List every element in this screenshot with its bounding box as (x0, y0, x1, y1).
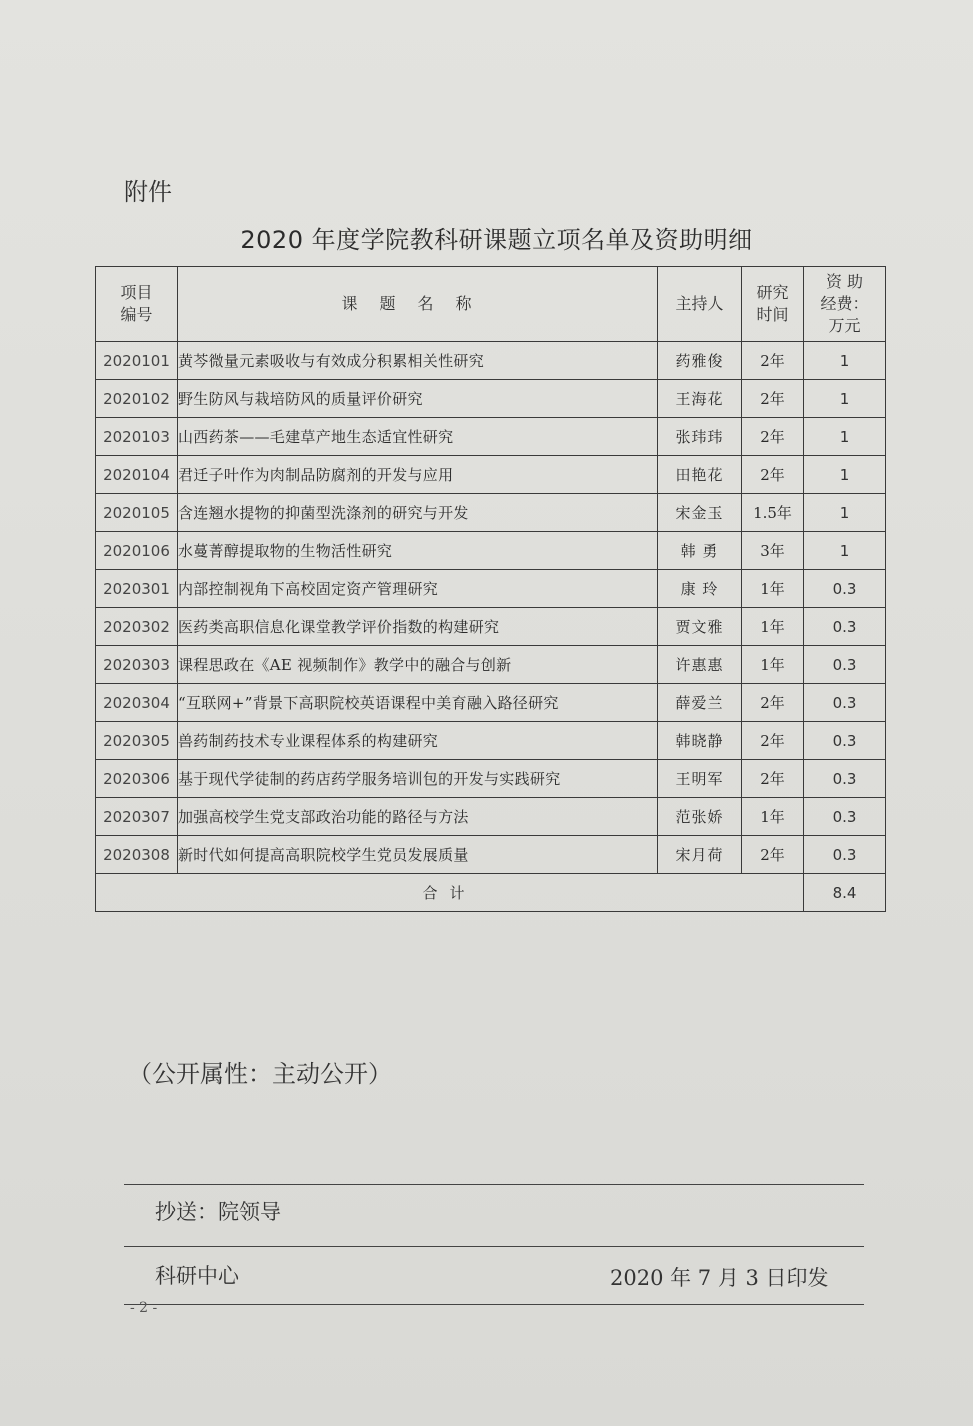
header-code-line: 项目 (120, 283, 153, 302)
project-funding: 0.3 (804, 722, 886, 760)
total-row (96, 874, 886, 912)
table-row (96, 684, 886, 722)
table-row (96, 456, 886, 494)
header-name (178, 267, 658, 342)
project-code: 2020101 (96, 342, 178, 380)
project-duration: 1年 (742, 570, 804, 608)
project-funding: 1 (804, 418, 886, 456)
project-code: 2020102 (96, 380, 178, 418)
project-host: 田艳花 (658, 456, 742, 494)
project-name: 课程思政在《AE 视频制作》教学中的融合与创新 (178, 646, 658, 684)
project-host: 药雅俊 (658, 342, 742, 380)
project-code: 2020302 (96, 608, 178, 646)
project-host: 韩 勇 (658, 532, 742, 570)
project-duration: 1年 (742, 646, 804, 684)
project-funding: 1 (804, 494, 886, 532)
header-name-text: 课题名称 (341, 294, 494, 313)
project-code: 2020103 (96, 418, 178, 456)
table-row (96, 342, 886, 380)
header-host-text: 主持人 (675, 294, 724, 313)
document-title: 2020 年度学院教科研课题立项名单及资助明细 (240, 226, 753, 254)
project-name: 内部控制视角下高校固定资产管理研究 (178, 570, 658, 608)
header-funding-line: 万元 (828, 316, 861, 335)
project-funding: 0.3 (804, 646, 886, 684)
project-host: 张玮玮 (658, 418, 742, 456)
project-duration: 2年 (742, 722, 804, 760)
header-code-line: 编号 (120, 305, 153, 324)
project-name: 兽药制药技术专业课程体系的构建研究 (178, 722, 658, 760)
project-host: 康 玲 (658, 570, 742, 608)
project-host: 韩晓静 (658, 722, 742, 760)
project-host: 范张娇 (658, 798, 742, 836)
table-row (96, 836, 886, 874)
table-row (96, 418, 886, 456)
header-code (96, 267, 178, 342)
project-name: 新时代如何提高高职院校学生党员发展质量 (178, 836, 658, 874)
header-duration-line: 研究 (756, 283, 789, 302)
project-duration: 2年 (742, 684, 804, 722)
project-duration: 2年 (742, 456, 804, 494)
project-name: 黄芩微量元素吸收与有效成分积累相关性研究 (178, 342, 658, 380)
header-duration (742, 267, 804, 342)
total-label: 合计 (96, 874, 804, 912)
project-code: 2020304 (96, 684, 178, 722)
project-code: 2020303 (96, 646, 178, 684)
project-host: 宋金玉 (658, 494, 742, 532)
project-host: 许惠惠 (658, 646, 742, 684)
header-funding-line: 经费： (820, 294, 869, 313)
cc-line: 抄送：院领导 (155, 1200, 281, 1224)
project-duration: 2年 (742, 342, 804, 380)
project-host: 王海花 (658, 380, 742, 418)
project-code: 2020104 (96, 456, 178, 494)
project-table (95, 266, 886, 912)
project-host: 薛爱兰 (658, 684, 742, 722)
project-funding: 1 (804, 532, 886, 570)
issuer: 科研中心 (155, 1264, 239, 1288)
project-funding: 0.3 (804, 836, 886, 874)
project-funding: 0.3 (804, 798, 886, 836)
table-row (96, 380, 886, 418)
header-funding-line: 资 助 (825, 272, 864, 291)
table-row (96, 798, 886, 836)
project-code: 2020105 (96, 494, 178, 532)
project-code: 2020106 (96, 532, 178, 570)
project-duration: 1年 (742, 798, 804, 836)
project-funding: 1 (804, 456, 886, 494)
project-name: 加强高校学生党支部政治功能的路径与方法 (178, 798, 658, 836)
project-code: 2020305 (96, 722, 178, 760)
project-host: 贾文雅 (658, 608, 742, 646)
project-name: 医药类高职信息化课堂教学评价指数的构建研究 (178, 608, 658, 646)
issue-date: 2020 年 7 月 3 日印发 (610, 1266, 829, 1290)
project-funding: 0.3 (804, 570, 886, 608)
table-header-row (96, 267, 886, 342)
project-code: 2020301 (96, 570, 178, 608)
divider-middle (124, 1246, 864, 1247)
total-value: 8.4 (804, 874, 886, 912)
project-funding: 0.3 (804, 684, 886, 722)
project-name: 野生防风与栽培防风的质量评价研究 (178, 380, 658, 418)
project-host: 宋月荷 (658, 836, 742, 874)
project-duration: 1.5年 (742, 494, 804, 532)
disclosure-note: （公开属性：主动公开） (128, 1060, 392, 1088)
table-row (96, 646, 886, 684)
header-duration-line: 时间 (756, 305, 789, 324)
project-duration: 2年 (742, 760, 804, 798)
project-funding: 1 (804, 380, 886, 418)
project-name: 君迁子叶作为肉制品防腐剂的开发与应用 (178, 456, 658, 494)
header-host (658, 267, 742, 342)
project-code: 2020308 (96, 836, 178, 874)
project-name: 含连翘水提物的抑菌型洗涤剂的研究与开发 (178, 494, 658, 532)
table-row (96, 570, 886, 608)
header-funding (804, 267, 886, 342)
project-duration: 2年 (742, 418, 804, 456)
project-duration: 3年 (742, 532, 804, 570)
project-duration: 1年 (742, 608, 804, 646)
project-host: 王明军 (658, 760, 742, 798)
table-row (96, 532, 886, 570)
table-row (96, 722, 886, 760)
project-funding: 0.3 (804, 760, 886, 798)
project-name: 山西药茶——毛建草产地生态适宜性研究 (178, 418, 658, 456)
table-row (96, 494, 886, 532)
project-code: 2020307 (96, 798, 178, 836)
project-name: 基于现代学徒制的药店药学服务培训包的开发与实践研究 (178, 760, 658, 798)
project-funding: 1 (804, 342, 886, 380)
project-name: “互联网+”背景下高职院校英语课程中美育融入路径研究 (178, 684, 658, 722)
project-duration: 2年 (742, 836, 804, 874)
attachment-label: 附件 (124, 178, 172, 206)
page-number: - 2 - (130, 1300, 158, 1316)
table-row (96, 608, 886, 646)
table-row (96, 760, 886, 798)
project-funding: 0.3 (804, 608, 886, 646)
project-code: 2020306 (96, 760, 178, 798)
project-name: 水蔓菁醇提取物的生物活性研究 (178, 532, 658, 570)
divider-bottom (124, 1304, 864, 1305)
divider-top (124, 1184, 864, 1185)
project-duration: 2年 (742, 380, 804, 418)
